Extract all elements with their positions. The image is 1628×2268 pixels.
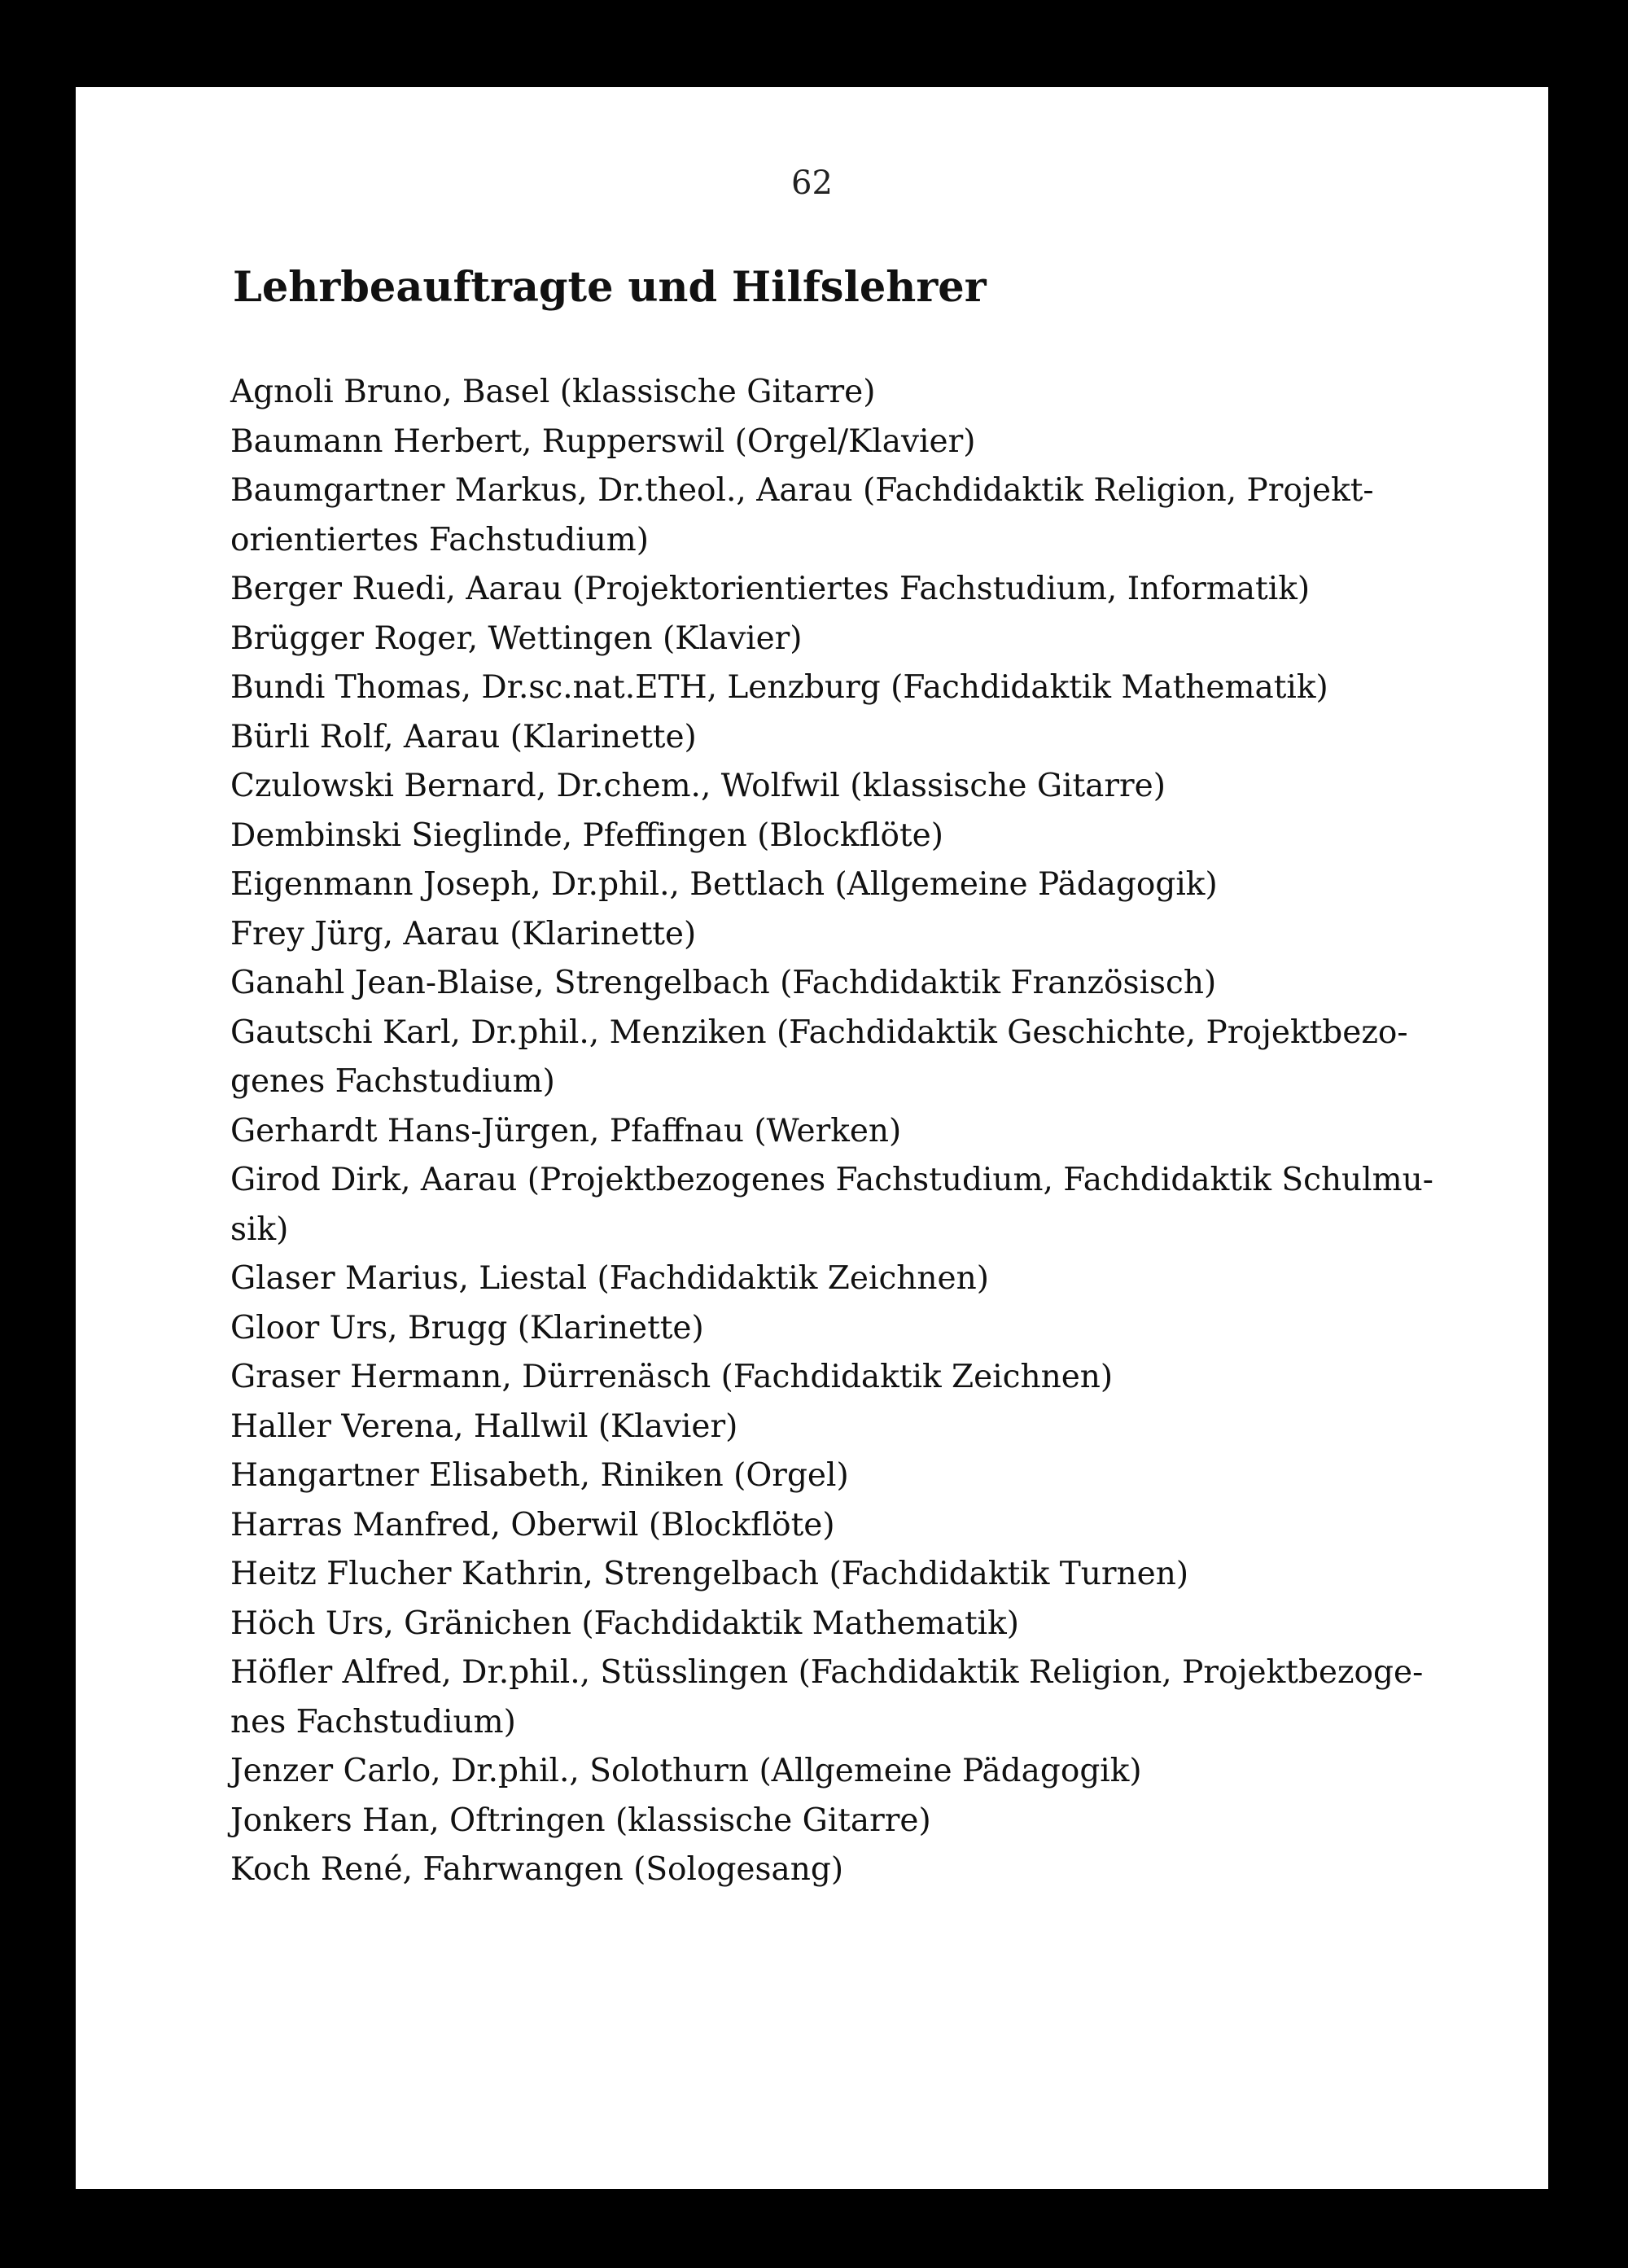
list-item bbox=[230, 713, 1516, 763]
list-item bbox=[230, 1009, 1516, 1107]
list-item-text: Baumann Herbert, Rupperswil (Orgel/Klavier) bbox=[230, 423, 976, 460]
list-item bbox=[230, 1501, 1516, 1551]
list-item-text: Czulowski Bernard, Dr.chem., Wolfwil (klassische Gitarre) bbox=[230, 768, 1166, 804]
list-item bbox=[230, 1648, 1516, 1747]
list-item-text: Heitz Flucher Kathrin, Strengelbach (Fachdidaktik Turnen) bbox=[230, 1556, 1189, 1592]
list-item bbox=[230, 615, 1516, 664]
list-item-text: Bundi Thomas, Dr.sc.nat.ETH, Lenzburg (Fachdidaktik Mathematik) bbox=[230, 669, 1328, 706]
list-item-text: Haller Verena, Hallwil (Klavier) bbox=[230, 1408, 738, 1445]
list-item-text: Jonkers Han, Oftringen (klassische Gitarre) bbox=[230, 1802, 931, 1839]
list-item bbox=[230, 1107, 1516, 1157]
list-item-text: Bürli Rolf, Aarau (Klarinette) bbox=[230, 718, 697, 755]
list-item bbox=[230, 1451, 1516, 1501]
list-item bbox=[230, 959, 1516, 1009]
list-item bbox=[230, 762, 1516, 812]
lecturer-list bbox=[230, 368, 1516, 1895]
list-item bbox=[230, 565, 1516, 615]
list-item-text-continued: sik) bbox=[230, 1211, 289, 1248]
list-item bbox=[230, 860, 1516, 910]
list-item-text: Graser Hermann, Dürrenäsch (Fachdidaktik Zeichnen) bbox=[230, 1359, 1114, 1395]
list-item bbox=[230, 418, 1516, 467]
list-item-text: Höch Urs, Gränichen (Fachdidaktik Mathematik) bbox=[230, 1605, 1019, 1642]
list-item bbox=[230, 1254, 1516, 1304]
page-number: 62 bbox=[791, 164, 833, 202]
list-item-text: Jenzer Carlo, Dr.phil., Solothurn (Allgemeine Pädagogik) bbox=[230, 1753, 1142, 1789]
list-item bbox=[230, 663, 1516, 713]
list-item bbox=[230, 368, 1516, 418]
list-item-text: Hangartner Elisabeth, Riniken (Orgel) bbox=[230, 1457, 849, 1494]
list-item-text: Koch René, Fahrwangen (Sologesang) bbox=[230, 1851, 844, 1888]
list-item-text: Harras Manfred, Oberwil (Blockflöte) bbox=[230, 1506, 835, 1543]
list-item bbox=[230, 1353, 1516, 1403]
list-item bbox=[230, 910, 1516, 960]
list-item-text: Brügger Roger, Wettingen (Klavier) bbox=[230, 620, 803, 657]
list-item bbox=[230, 1797, 1516, 1846]
list-item bbox=[230, 812, 1516, 861]
list-item bbox=[230, 1403, 1516, 1452]
list-item bbox=[230, 1304, 1516, 1354]
list-item bbox=[230, 466, 1516, 565]
list-item-text-continued: genes Fachstudium) bbox=[230, 1063, 555, 1100]
list-item-text: Ganahl Jean-Blaise, Strengelbach (Fachdidaktik Französisch) bbox=[230, 965, 1217, 1001]
list-item bbox=[230, 1600, 1516, 1649]
list-item-text: Gloor Urs, Brugg (Klarinette) bbox=[230, 1309, 704, 1346]
list-item-text: Gerhardt Hans-Jürgen, Pfaffnau (Werken) bbox=[230, 1112, 902, 1149]
section-heading: Lehrbeauftragte und Hilfslehrer bbox=[233, 263, 987, 312]
list-item bbox=[230, 1747, 1516, 1797]
list-item-text: Höfler Alfred, Dr.phil., Stüsslingen (Fachdidaktik Religion, Projektbezoge- bbox=[230, 1654, 1424, 1691]
list-item-text: Gautschi Karl, Dr.phil., Menziken (Fachdidaktik Geschichte, Projektbezo- bbox=[230, 1014, 1408, 1051]
list-item bbox=[230, 1550, 1516, 1600]
list-item-text: Eigenmann Joseph, Dr.phil., Bettlach (Allgemeine Pädagogik) bbox=[230, 866, 1218, 903]
list-item-text: Dembinski Sieglinde, Pfeffingen (Blockflöte) bbox=[230, 817, 943, 854]
list-item-text: Girod Dirk, Aarau (Projektbezogenes Fachstudium, Fachdidaktik Schulmu- bbox=[230, 1162, 1433, 1198]
list-item-text: Baumgartner Markus, Dr.theol., Aarau (Fachdidaktik Religion, Projekt- bbox=[230, 472, 1374, 509]
list-item-text-continued: nes Fachstudium) bbox=[230, 1703, 516, 1740]
list-item bbox=[230, 1845, 1516, 1895]
list-item-text-continued: orientiertes Fachstudium) bbox=[230, 521, 650, 558]
list-item-text: Berger Ruedi, Aarau (Projektorientiertes Fachstudium, Informatik) bbox=[230, 571, 1311, 607]
list-item-text: Frey Jürg, Aarau (Klarinette) bbox=[230, 915, 697, 952]
list-item-text: Agnoli Bruno, Basel (klassische Gitarre) bbox=[230, 374, 876, 410]
document-page bbox=[76, 87, 1548, 2189]
list-item-text: Glaser Marius, Liestal (Fachdidaktik Zeichnen) bbox=[230, 1260, 989, 1297]
list-item bbox=[230, 1156, 1516, 1254]
